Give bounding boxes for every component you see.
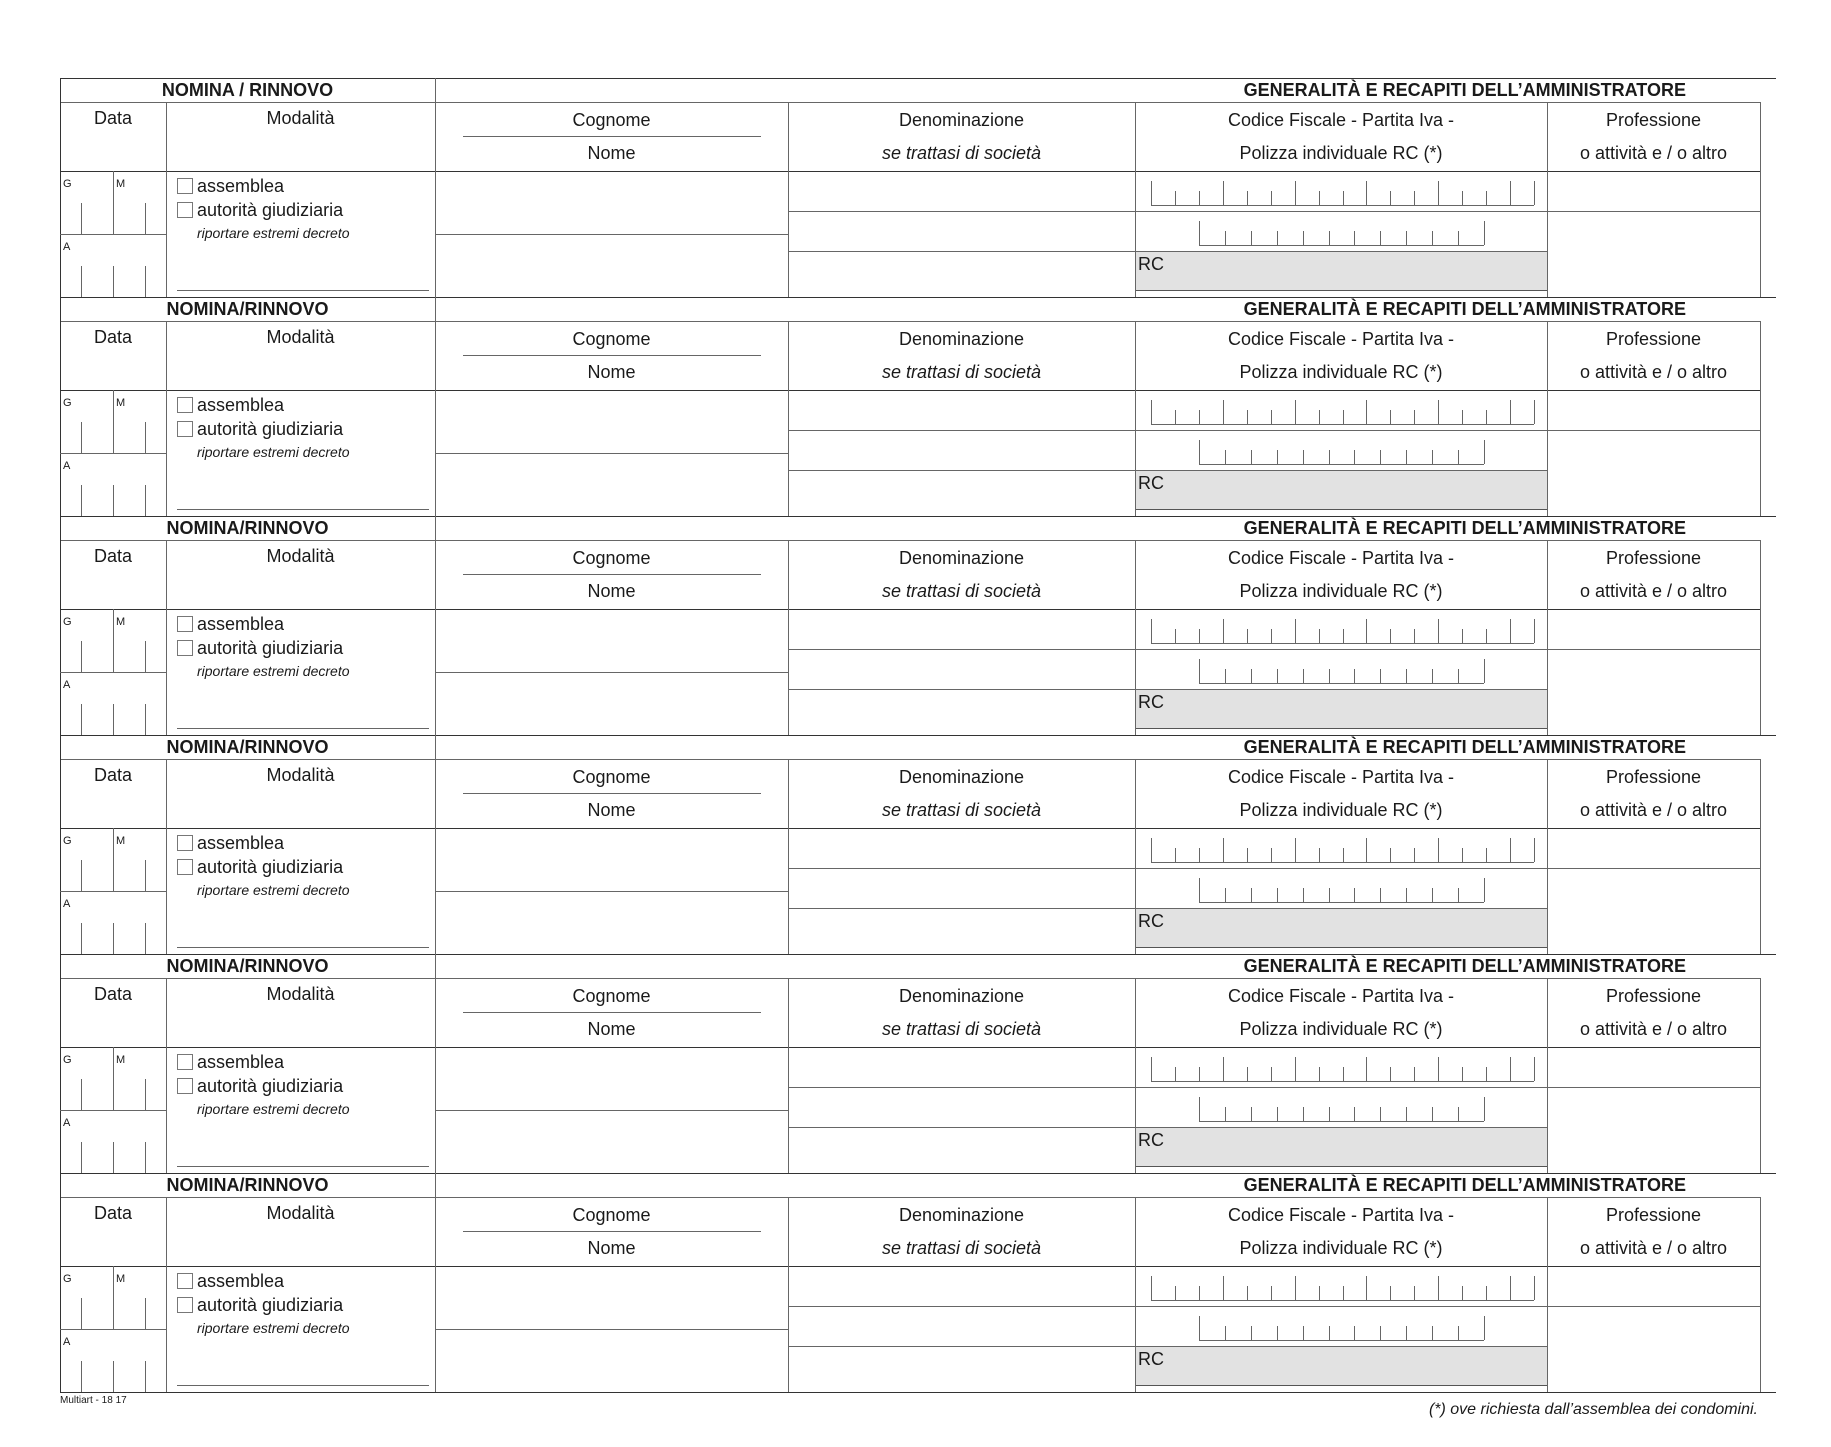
rc-label: RC <box>1138 1130 1164 1150</box>
professione-label: Professione <box>1605 110 1702 130</box>
professione-label: Professione <box>1605 1205 1702 1225</box>
autorita-checkbox[interactable] <box>177 1078 193 1094</box>
professione-label: Professione <box>1605 329 1702 349</box>
nome-label: Nome <box>587 1019 636 1039</box>
riportare-label: riportare estremi decreto <box>197 1101 350 1117</box>
form-code: Multiart - 18 17 <box>60 1395 127 1406</box>
denominazione-label: Denominazione <box>898 1205 1025 1225</box>
nome-label: Nome <box>587 1238 636 1258</box>
cognome-nome-divider <box>435 672 788 673</box>
nome-label: Nome <box>587 581 636 601</box>
nomina-rinnovo-heading: NOMINA/RINNOVO <box>166 1175 329 1195</box>
giorno-label: G <box>63 397 72 409</box>
rc-label: RC <box>1138 692 1164 712</box>
decreto-line[interactable] <box>177 1385 429 1386</box>
cognome-nome-divider <box>435 453 788 454</box>
mese-label: M <box>116 1273 126 1285</box>
riportare-label: riportare estremi decreto <box>197 663 350 679</box>
codice-fiscale-label: Codice Fiscale - Partita Iva - <box>1227 986 1455 1006</box>
codice-fiscale-label: Codice Fiscale - Partita Iva - <box>1227 767 1455 787</box>
data-label: Data <box>93 765 133 785</box>
nomina-rinnovo-heading: NOMINA / RINNOVO <box>161 80 334 100</box>
cognome-label: Cognome <box>572 767 651 787</box>
autorita-checkbox[interactable] <box>177 1297 193 1313</box>
cognome-label: Cognome <box>572 548 651 568</box>
data-label: Data <box>93 108 133 128</box>
anno-label: A <box>63 679 71 691</box>
cognome-label: Cognome <box>572 986 651 1006</box>
codice-fiscale-label: Codice Fiscale - Partita Iva - <box>1227 329 1455 349</box>
generalita-heading: GENERALITÀ E RECAPITI DELL’AMMINISTRATORE <box>1243 299 1686 319</box>
modalita-label: Modalità <box>266 108 335 128</box>
denominazione-label: Denominazione <box>898 986 1025 1006</box>
attivita-label: o attività e / o altro <box>1579 800 1728 820</box>
autorita-checkbox[interactable] <box>177 640 193 656</box>
giorno-label: G <box>63 616 72 628</box>
rc-field[interactable] <box>1136 471 1547 509</box>
giorno-label: G <box>63 1273 72 1285</box>
rc-field[interactable] <box>1136 252 1547 290</box>
professione-label: Professione <box>1605 767 1702 787</box>
assemblea-option[interactable] <box>177 394 284 416</box>
autorita-label: autorità giudiziaria <box>197 419 344 439</box>
assemblea-label: assemblea <box>197 1271 285 1291</box>
autorita-checkbox[interactable] <box>177 859 193 875</box>
generalita-heading: GENERALITÀ E RECAPITI DELL’AMMINISTRATORE <box>1243 1175 1686 1195</box>
rc-label: RC <box>1138 911 1164 931</box>
professione-label: Professione <box>1605 986 1702 1006</box>
autorita-option[interactable] <box>177 418 343 440</box>
riportare-label: riportare estremi decreto <box>197 225 350 241</box>
cognome-nome-divider <box>435 1329 788 1330</box>
mese-label: M <box>116 178 126 190</box>
assemblea-option[interactable] <box>177 613 284 635</box>
polizza-label: Polizza individuale RC (*) <box>1239 143 1443 163</box>
rc-label: RC <box>1138 473 1164 493</box>
administrator-block <box>60 1173 1776 1392</box>
anno-label: A <box>63 1336 71 1348</box>
decreto-line[interactable] <box>177 1166 429 1167</box>
riportare-label: riportare estremi decreto <box>197 882 350 898</box>
assemblea-label: assemblea <box>197 833 285 853</box>
administrator-block <box>60 78 1776 297</box>
autorita-option[interactable] <box>177 856 343 878</box>
modalita-label: Modalità <box>266 327 335 347</box>
administrator-block <box>60 735 1776 954</box>
denominazione-label: Denominazione <box>898 767 1025 787</box>
polizza-label: Polizza individuale RC (*) <box>1239 1019 1443 1039</box>
polizza-label: Polizza individuale RC (*) <box>1239 1238 1443 1258</box>
giorno-label: G <box>63 1054 72 1066</box>
rc-field[interactable] <box>1136 690 1547 728</box>
riportare-label: riportare estremi decreto <box>197 444 350 460</box>
autorita-option[interactable] <box>177 1294 343 1316</box>
decreto-line[interactable] <box>177 728 429 729</box>
assemblea-label: assemblea <box>197 176 285 196</box>
data-label: Data <box>93 984 133 1004</box>
cognome-nome-divider <box>435 891 788 892</box>
generalita-heading: GENERALITÀ E RECAPITI DELL’AMMINISTRATORE <box>1243 80 1686 100</box>
assemblea-label: assemblea <box>197 614 285 634</box>
administrator-block <box>60 516 1776 735</box>
assemblea-option[interactable] <box>177 832 284 854</box>
modalita-label: Modalità <box>266 984 335 1004</box>
cognome-label: Cognome <box>572 110 651 130</box>
nomina-rinnovo-heading: NOMINA/RINNOVO <box>166 956 329 976</box>
generalita-heading: GENERALITÀ E RECAPITI DELL’AMMINISTRATORE <box>1243 956 1686 976</box>
decreto-line[interactable] <box>177 509 429 510</box>
mese-label: M <box>116 1054 126 1066</box>
nome-label: Nome <box>587 800 636 820</box>
codice-fiscale-label: Codice Fiscale - Partita Iva - <box>1227 548 1455 568</box>
rc-field[interactable] <box>1136 909 1547 947</box>
autorita-checkbox[interactable] <box>177 202 193 218</box>
mese-label: M <box>116 397 126 409</box>
autorita-label: autorità giudiziaria <box>197 638 344 658</box>
anno-label: A <box>63 241 71 253</box>
generalita-heading: GENERALITÀ E RECAPITI DELL’AMMINISTRATORE <box>1243 518 1686 538</box>
assemblea-checkbox[interactable] <box>177 835 193 851</box>
footnote: (*) ove richiesta dall’assemblea dei condomini. <box>1428 1401 1758 1418</box>
nome-label: Nome <box>587 362 636 382</box>
codice-fiscale-label: Codice Fiscale - Partita Iva - <box>1227 1205 1455 1225</box>
decreto-line[interactable] <box>177 290 429 291</box>
attivita-label: o attività e / o altro <box>1579 362 1728 382</box>
autorita-option[interactable] <box>177 199 343 221</box>
autorita-label: autorità giudiziaria <box>197 200 344 220</box>
denominazione-label: Denominazione <box>898 110 1025 130</box>
generalita-heading: GENERALITÀ E RECAPITI DELL’AMMINISTRATORE <box>1243 737 1686 757</box>
attivita-label: o attività e / o altro <box>1579 1238 1728 1258</box>
modalita-label: Modalità <box>266 1203 335 1223</box>
rc-label: RC <box>1138 1349 1164 1369</box>
cognome-nome-divider <box>435 234 788 235</box>
nomina-rinnovo-heading: NOMINA/RINNOVO <box>166 299 329 319</box>
autorita-label: autorità giudiziaria <box>197 1295 344 1315</box>
assemblea-checkbox[interactable] <box>177 616 193 632</box>
codice-fiscale-label: Codice Fiscale - Partita Iva - <box>1227 110 1455 130</box>
cognome-label: Cognome <box>572 1205 651 1225</box>
riportare-label: riportare estremi decreto <box>197 1320 350 1336</box>
autorita-label: autorità giudiziaria <box>197 1076 344 1096</box>
se-societa-label: se trattasi di società <box>881 581 1042 601</box>
administrator-block <box>60 297 1776 516</box>
assemblea-label: assemblea <box>197 395 285 415</box>
se-societa-label: se trattasi di società <box>881 143 1042 163</box>
assemblea-checkbox[interactable] <box>177 397 193 413</box>
nome-label: Nome <box>587 143 636 163</box>
se-societa-label: se trattasi di società <box>881 1238 1042 1258</box>
giorno-label: G <box>63 835 72 847</box>
decreto-line[interactable] <box>177 947 429 948</box>
assemblea-checkbox[interactable] <box>177 1273 193 1289</box>
se-societa-label: se trattasi di società <box>881 362 1042 382</box>
polizza-label: Polizza individuale RC (*) <box>1239 581 1443 601</box>
rc-field[interactable] <box>1136 1128 1547 1166</box>
se-societa-label: se trattasi di società <box>881 1019 1042 1039</box>
se-societa-label: se trattasi di società <box>881 800 1042 820</box>
rc-label: RC <box>1138 254 1164 274</box>
data-label: Data <box>93 546 133 566</box>
anno-label: A <box>63 460 71 472</box>
assemblea-option[interactable] <box>177 1051 284 1073</box>
autorita-label: autorità giudiziaria <box>197 857 344 877</box>
assemblea-option[interactable] <box>177 175 284 197</box>
polizza-label: Polizza individuale RC (*) <box>1239 800 1443 820</box>
professione-label: Professione <box>1605 548 1702 568</box>
data-label: Data <box>93 1203 133 1223</box>
attivita-label: o attività e / o altro <box>1579 1019 1728 1039</box>
data-label: Data <box>93 327 133 347</box>
assemblea-label: assemblea <box>197 1052 285 1072</box>
mese-label: M <box>116 616 126 628</box>
polizza-label: Polizza individuale RC (*) <box>1239 362 1443 382</box>
assemblea-option[interactable] <box>177 1270 284 1292</box>
nomina-rinnovo-heading: NOMINA/RINNOVO <box>166 518 329 538</box>
denominazione-label: Denominazione <box>898 548 1025 568</box>
assemblea-checkbox[interactable] <box>177 1054 193 1070</box>
anno-label: A <box>63 1117 71 1129</box>
attivita-label: o attività e / o altro <box>1579 581 1728 601</box>
giorno-label: G <box>63 178 72 190</box>
anno-label: A <box>63 898 71 910</box>
autorita-option[interactable] <box>177 637 343 659</box>
nomina-rinnovo-heading: NOMINA/RINNOVO <box>166 737 329 757</box>
autorita-checkbox[interactable] <box>177 421 193 437</box>
attivita-label: o attività e / o altro <box>1579 143 1728 163</box>
mese-label: M <box>116 835 126 847</box>
administrator-block <box>60 954 1776 1173</box>
assemblea-checkbox[interactable] <box>177 178 193 194</box>
cognome-label: Cognome <box>572 329 651 349</box>
modalita-label: Modalità <box>266 546 335 566</box>
modalita-label: Modalità <box>266 765 335 785</box>
rc-field[interactable] <box>1136 1347 1547 1385</box>
denominazione-label: Denominazione <box>898 329 1025 349</box>
autorita-option[interactable] <box>177 1075 343 1097</box>
cognome-nome-divider <box>435 1110 788 1111</box>
